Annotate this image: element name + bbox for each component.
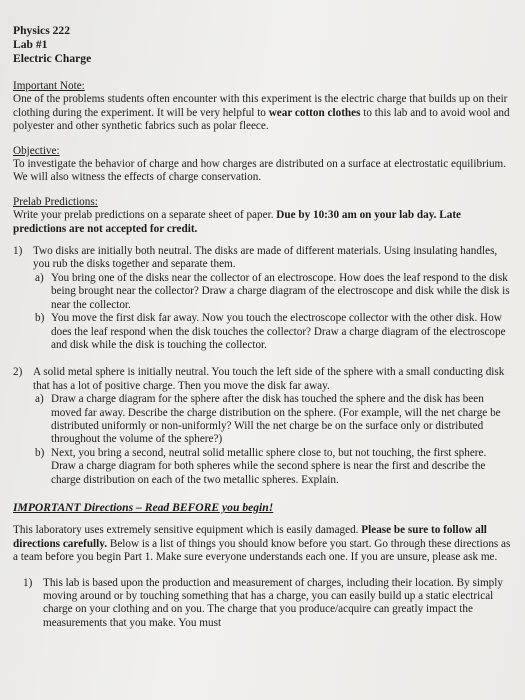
objective-text: To investigate the behavior of charge and how charges are distributed on a surface at electrostatic equilibrium. We will also witness the effects of charge conservation. (13, 158, 507, 184)
document-content (13, 24, 513, 630)
important-note-text (13, 93, 513, 133)
sub-label: b) (35, 312, 45, 325)
question-number: 2) (13, 366, 23, 379)
important-note-text-a: One of the problems students often encounter with this experiment is the electric charge that builds up on their clothing during the experiment. It will be very helpful to (13, 93, 508, 119)
important-note-bold: wear cotton clothes (268, 106, 361, 119)
important-note-text-b: to this lab and to avoid wool and polyester and other synthetic fabrics such as polar fleece. (13, 106, 510, 133)
sub-text: You bring one of the disks near the collector of an electroscope. How does the leaf respond to the disk being brought near the collector? Draw a charge diagram of the electroscope and disk while the disk is near the collector. (51, 271, 510, 311)
question-1b (35, 312, 513, 352)
course-name: Physics 222 (13, 24, 71, 37)
sub-label: a) (35, 393, 44, 406)
prelab-text (13, 209, 513, 236)
prelab-bold: Due by 10:30 am on your lab day. Late predictions are not accepted for credit. (13, 209, 462, 235)
sub-label: b) (35, 446, 45, 459)
question-1 (13, 245, 513, 272)
question-text: A solid metal sphere is initially neutral. You touch the left side of the sphere with a small conducting disk that has a lot of positive charge. Then you move the disk far away. (33, 366, 505, 392)
directions-intro (13, 524, 513, 564)
directions-intro-a: This laboratory uses extremely sensitive equipment which is easily damaged. (13, 524, 362, 537)
question-text: Two disks are initially both neutral. The disks are made of different materials. Using insulating handles, you rub the disks together and separate them. (33, 245, 498, 271)
directions-item-1 (23, 577, 513, 631)
question-2 (13, 366, 513, 393)
question-2b (35, 447, 513, 487)
prelab-text-a: Write your prelab predictions on a separate sheet of paper. (13, 209, 277, 222)
prelab-heading: Prelab Predictions: (13, 195, 98, 208)
directions-intro-bold: Please be sure to follow all directions carefully. (13, 524, 487, 550)
question-2a (35, 393, 513, 447)
directions-heading: IMPORTANT Directions – Read BEFORE you begin! (13, 500, 274, 514)
objective-heading: Objective: (13, 144, 60, 157)
lab-title: Electric Charge (13, 52, 92, 65)
directions-item-text: This lab is based upon the production and measurement of charges, including their location. By simply moving around or by touching something that has a charge, you can easily build up a static electrical charge on your clothing and on you. The charge that you produce/acquire can greatly impact the measurements that you make. You must (43, 576, 503, 629)
directions-intro-b: Below is a list of things you should know before you start. Go through these directions as a team before you begin Part 1. Make sure everyone understands each one. If you are unsure, please ask me. (13, 537, 511, 564)
sub-label: a) (35, 271, 44, 284)
important-note-heading: Important Note: (13, 80, 85, 92)
sub-text: You move the first disk far away. Now you touch the electroscope collector with the other disk. How does the leaf respond when the disk touches the collector? Draw a charge diagram of the electroscope and disk while the disk is touching the collector. (51, 312, 506, 351)
directions-item-number: 1) (23, 576, 33, 589)
sub-text: Draw a charge diagram for the sphere after the disk has touched the sphere and the disk has been moved far away. Describe the charge distribution on the sphere. (For example, will the net charge be distributed uniformly or non-uniformly? Will the net charge be on the surface only or distributed throughout the volume of the sphere?) (51, 393, 501, 446)
lab-number: Lab #1 (13, 38, 48, 51)
question-1a (35, 272, 513, 312)
question-number: 1) (13, 245, 23, 258)
sub-text: Next, you bring a second, neutral solid metallic sphere close to, but not touching, the first sphere. Draw a charge diagram for both spheres while the second sphere is near the first and describe the charge distribution on each of the two metallic spheres. Explain. (51, 446, 487, 486)
